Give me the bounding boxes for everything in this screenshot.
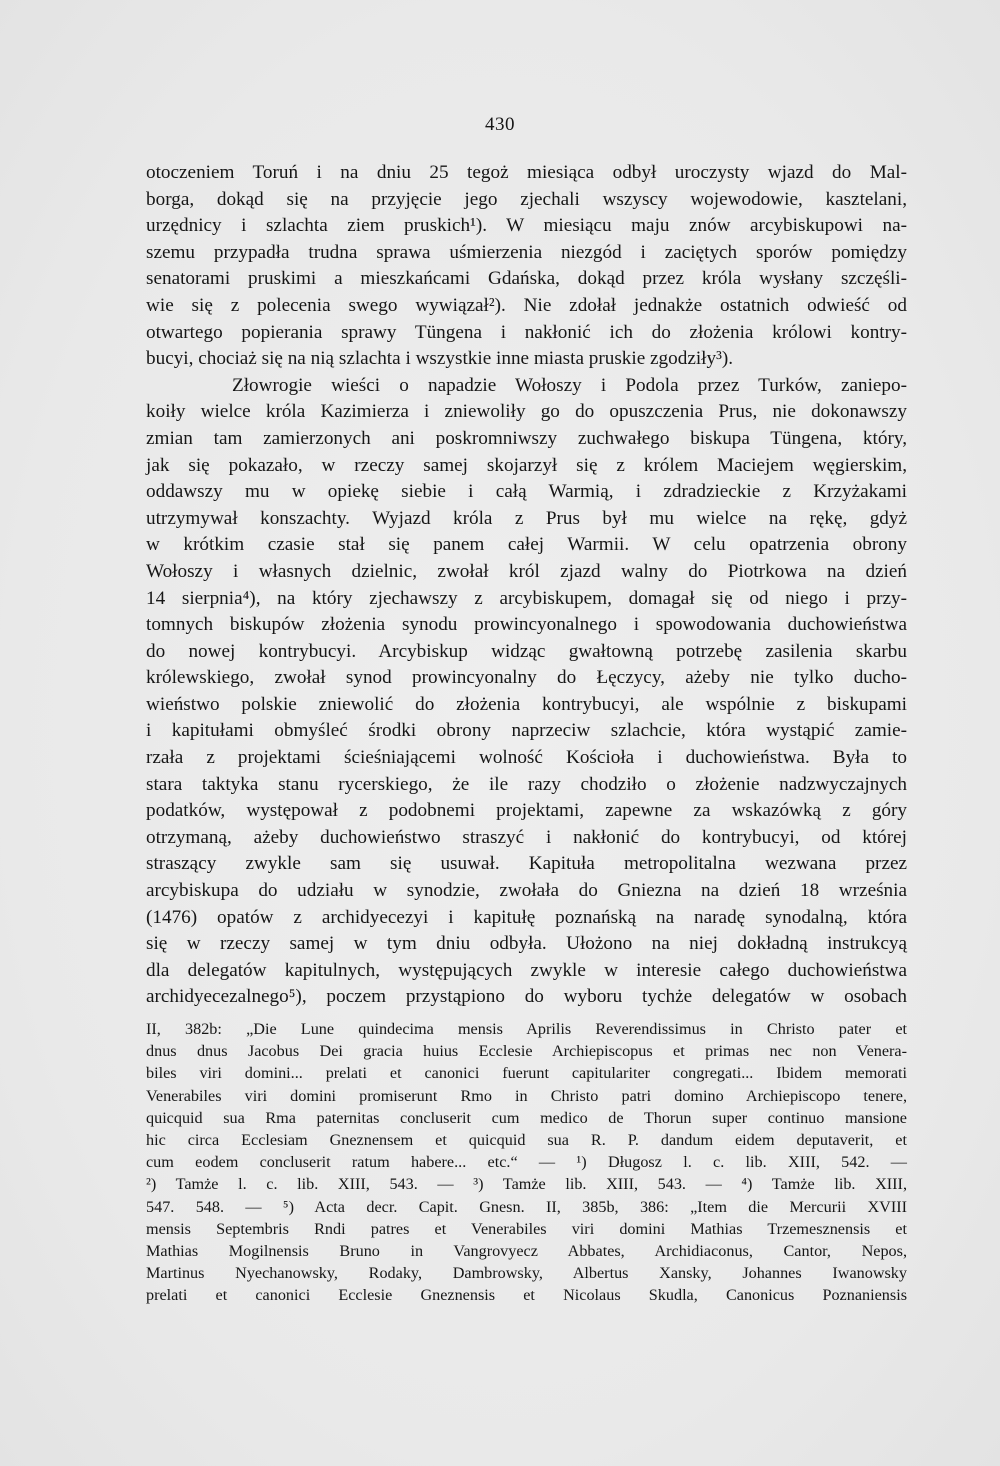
- text-line: w krótkim czasie stał się panem całej Warmii. W celu opatrzenia obrony: [146, 534, 907, 556]
- text-line: zmian tam zamierzonych ani poskromniwszy zuchwałego biskupa Tüngena, który,: [146, 427, 907, 449]
- text-line: utrzymywał konszachty. Wyjazd króla z Prus był mu wielce na rękę, gdyż: [146, 507, 907, 529]
- text-line: 14 sierpnia⁴), na który zjechawszy z arcybiskupem, domagał się od niego i przy-: [146, 587, 907, 609]
- text-line: urzędnicy i szlachta ziem pruskich¹). W miesiącu maju znów arcybiskupowi na-: [146, 215, 907, 237]
- footnote-line: II, 382b: „Die Lune quindecima mensis Aprilis Reverendissimus in Christo pater et: [146, 1020, 907, 1038]
- text-line: otwartego popierania sprawy Tüngena i nakłonić ich do złożenia królowi kontry-: [146, 321, 907, 343]
- main-text: [146, 160, 907, 1011]
- text-line: archidyecezalnego⁵), poczem przystąpiono do wyboru tychże delegatów w osobach: [146, 986, 907, 1008]
- text-line: Złowrogie wieści o napadzie Wołoszy i Podola przez Turków, zaniepo-: [232, 374, 907, 396]
- text-line: otoczeniem Toruń i na dniu 25 tegoż miesiąca odbył uroczysty wjazd do Mal-: [146, 162, 907, 183]
- text-line: do nowej kontrybucyi. Arcybiskup widząc gwałtowną potrzebę zasilenia skarbu: [146, 640, 907, 662]
- footnote-line: hic circa Ecclesiam Gneznensem et quicquid sua R. P. dandum eidem deputaverit, et: [146, 1130, 907, 1149]
- text-line: straszący zwykle sam się usuwał. Kapituła metropolitalna wezwana przez: [146, 853, 907, 875]
- text-line: bucyi, chociaż się na nią szlachta i wszystkie inne miasta pruskie zgodziły³).: [146, 348, 734, 370]
- text-line: tomnych biskupów złożenia synodu prowincyonalnego i spowodowania duchowieństwa: [146, 614, 907, 636]
- text-line: otrzymaną, ażeby duchowieństwo straszyć i nakłonić do kontrybucyi, od której: [146, 826, 907, 848]
- footnote-line: Venerabiles viri domini promiserunt Rmo in Christo patri domino Archiepiscopo tenere,: [146, 1086, 907, 1105]
- text-line: arcybiskupa do udziału w synodzie, zwołała do Gniezna na dzień 18 września: [146, 880, 907, 902]
- footnotes: [146, 1018, 907, 1306]
- text-line: koiły wielce króla Kazimierza i zniewoliły go do opuszczenia Prus, nie dokonawszy: [146, 401, 907, 423]
- text-line: borga, dokąd się na przyjęcie jego zjechali wszyscy wojewodowie, kasztelani,: [146, 188, 907, 210]
- text-line: dla delegatów kapitulnych, występujących zwykle w interesie całego duchowieństwa: [146, 959, 907, 981]
- text-line: (1476) opatów z archidyecezyi i kapitułę poznańską na naradę synodalną, która: [146, 906, 907, 928]
- text-line: się w rzeczy samej w tym dniu odbyła. Ułożono na niej dokładną instrukcyą: [146, 933, 907, 955]
- text-line: wie się z polecenia swego wywiązał²). Nie zdołał jednakże ostatnich odwieść od: [146, 294, 907, 316]
- footnote-line: prelati et canonici Ecclesie Gneznensis et Nicolaus Skudla, Canonicus Poznaniensis: [146, 1286, 907, 1305]
- footnote-line: Martinus Nyechanowsky, Rodaky, Dambrowsky, Albertus Xansky, Johannes Iwanowsky: [146, 1264, 907, 1283]
- page-number: 430: [485, 114, 515, 135]
- text-line: wieństwo polskie zniewolić do złożenia kontrybucyi, ale wspólnie z biskupami: [146, 693, 907, 715]
- text-line: jak się pokazało, w rzeczy samej skojarzył się z królem Maciejem węgierskim,: [146, 454, 907, 476]
- text-line: oddawszy mu w opiekę siebie i całą Warmią, i zdradzieckie z Krzyżakami: [146, 481, 907, 503]
- footnote-line: quicquid sua Rma paternitas concluserit cum medico de Thorun super continuo mansione: [146, 1108, 907, 1127]
- text-line: i kapitułami obmyśleć środki obrony naprzeciw szlachcie, która wystąpić zamie-: [146, 720, 907, 742]
- footnote-line: biles viri domini... prelati et canonici fuerunt capitulariter congregati... Ibidem memorati: [146, 1064, 907, 1083]
- footnote-line: ²) Tamże l. c. lib. XIII, 543. — ³) Tamże lib. XIII, 543. — ⁴) Tamże lib. XIII,: [146, 1175, 907, 1194]
- footnote-line: cum eodem concluserit ratum habere... etc.“ — ¹) Długosz l. c. lib. XIII, 542. —: [146, 1153, 907, 1172]
- text-line: stara taktyka stanu rycerskiego, że ile razy chodziło o złożenie nadzwyczajnych: [146, 773, 907, 795]
- text-line: rzała z projektami ścieśniającemi wolność Kościoła i duchowieństwa. Była to: [146, 747, 907, 769]
- text-line: podatków, występował z podobnemi projektami, zapewne za wskazówką z góry: [146, 800, 907, 822]
- text-line: szemu przypadła trudna sprawa uśmierzenia niezgód i zaciętych sporów pomiędzy: [146, 241, 907, 263]
- footnote-line: 547. 548. — ⁵) Acta decr. Capit. Gnesn. II, 385b, 386: „Item die Mercurii XVIII: [146, 1197, 907, 1216]
- footnote-line: Mathias Mogilnensis Bruno in Vangrovyecz Abbates, Archidiaconus, Cantor, Nepos,: [146, 1241, 907, 1260]
- text-line: Wołoszy i własnych dzielnic, zwołał król zjazd walny do Piotrkowa na dzień: [146, 560, 907, 582]
- text-line: królewskiego, zwołał synod prowincyonalny do Łęczycy, ażeby nie tylko ducho-: [146, 667, 907, 689]
- footnote-line: mensis Septembris Rndi patres et Venerabiles viri domini Mathias Trzemesznensis et: [146, 1219, 907, 1238]
- footnote-line: dnus dnus Jacobus Dei gracia huius Ecclesie Archiepiscopus et primas nec non Venera-: [146, 1042, 907, 1061]
- text-line: senatorami pruskimi a mieszkańcami Gdańska, dokąd przez króla wysłany szczęśli-: [146, 268, 907, 290]
